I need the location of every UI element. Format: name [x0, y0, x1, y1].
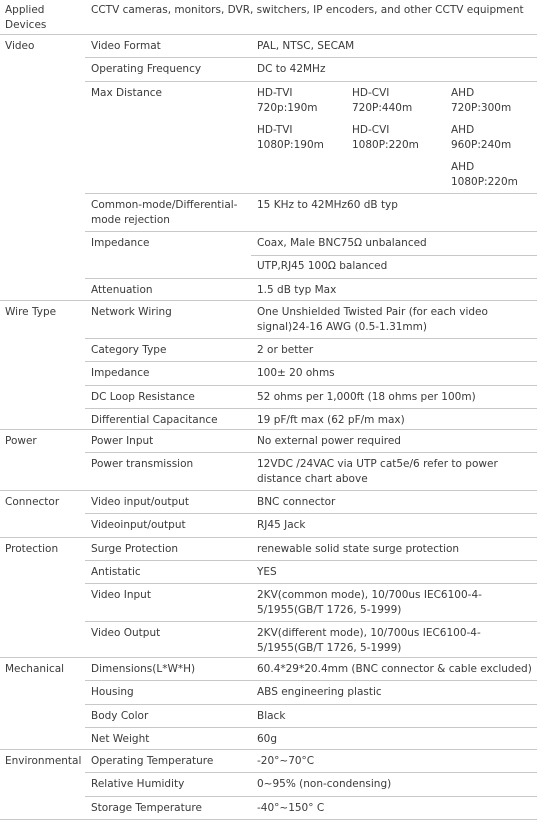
cell-label: Category Type [91, 344, 167, 356]
cell-value: 15 KHz to 42MHz60 dB typ [257, 199, 398, 211]
row-dc-loop-resistance [85, 386, 537, 409]
cell-value: ABS engineering plastic [257, 686, 382, 698]
cell-value: renewable solid state surge protection [257, 543, 460, 555]
row-videoinput [85, 514, 537, 537]
row-body-color [85, 705, 537, 728]
cell-label: Video Input [91, 589, 151, 601]
section-label: Wire Type [5, 306, 57, 318]
distance-entry: AHD 960P:240m [451, 124, 512, 151]
cell-label: Relative Humidity [91, 778, 185, 790]
cell-value: 60g [257, 733, 278, 745]
section-protection [0, 538, 537, 658]
cell-value: 19 pF/ft max (62 pF/m max) [257, 414, 405, 426]
cell-value: CCTV cameras, monitors, DVR, switchers, IP encoders, and other CCTV equipment [91, 4, 524, 16]
row-operating-frequency [85, 58, 537, 82]
distance-entry: HD-CVI 1080P:220m [352, 124, 419, 151]
cell-label: Video input/output [91, 496, 189, 508]
section-label: Power [5, 435, 37, 447]
cell-label: Net Weight [91, 733, 150, 745]
section-label: Mechanical [5, 663, 65, 675]
cell-label: Surge Protection [91, 543, 179, 555]
row-video-impedance [85, 232, 537, 279]
section-mechanical [0, 658, 537, 750]
section-label: Protection [5, 543, 59, 555]
row-video-format [85, 35, 537, 58]
distance-entry: HD-TVI 720p:190m [257, 87, 318, 114]
cell-value: Black [257, 710, 286, 722]
row-video-output [85, 622, 537, 659]
row-storage-temperature [85, 797, 537, 819]
cell-label: Max Distance [91, 87, 162, 99]
cell-label: Videoinput/output [91, 519, 186, 531]
distance-entry: HD-TVI 1080P:190m [257, 124, 324, 151]
cell-value: 2 or better [257, 344, 314, 356]
cell-value: No external power required [257, 435, 401, 447]
cell-label: Attenuation [91, 284, 153, 296]
section-wire-type [0, 301, 537, 430]
cell-value: 100± 20 ohms [257, 367, 335, 379]
section-environmental [0, 750, 537, 820]
cell-label: Operating Frequency [91, 63, 202, 75]
row-attenuation [85, 279, 537, 302]
cell-label: Network Wiring [91, 306, 172, 318]
row-surge-protection [85, 538, 537, 561]
row-power-input [85, 430, 537, 453]
cell-label: Impedance [91, 367, 150, 379]
row-antistatic [85, 561, 537, 584]
section-connector [0, 491, 537, 538]
row-wire-impedance [85, 362, 537, 386]
cell-label: Operating Temperature [91, 755, 214, 767]
cell-label: Antistatic [91, 566, 141, 578]
row-relative-humidity [85, 773, 537, 797]
cell-value: 0~95% (non-condensing) [257, 778, 392, 790]
section-label: Environmental [5, 755, 82, 767]
row-network-wiring [85, 301, 537, 339]
section-label: Connector [5, 496, 60, 508]
distance-entry: AHD 1080P:220m [451, 161, 518, 188]
section-video [0, 35, 537, 301]
row-operating-temperature [85, 750, 537, 773]
distance-entry: HD-CVI 720P:440m [352, 87, 413, 114]
row-video-input [85, 584, 537, 622]
cell-label: Differential Capacitance [91, 414, 218, 426]
cell-value: 2KV(different mode), 10/700us IEC6100-4-5/1955(GB/T 1726, 5-1999) [257, 627, 481, 654]
cell-value: UTP,RJ45 100Ω balanced [257, 260, 388, 272]
row-video-io [85, 491, 537, 514]
cell-label: Power Input [91, 435, 154, 447]
cell-value: DC to 42MHz [257, 63, 326, 75]
cell-value: -20°~70°C [257, 755, 315, 767]
cell-value: YES [257, 566, 277, 578]
cell-label: Housing [91, 686, 134, 698]
cell-label: DC Loop Resistance [91, 391, 195, 403]
cell-value: RJ45 Jack [257, 519, 306, 531]
row-applied-devices [0, 0, 537, 35]
cell-value: Coax, Male BNC75Ω unbalanced [257, 237, 427, 249]
cell-label: Video Format [91, 40, 161, 52]
row-max-distance [85, 82, 537, 194]
row-power-transmission [85, 453, 537, 490]
cell-label: Common-mode/Differential-mode rejection [91, 199, 238, 226]
cell-value: 12VDC /24VAC via UTP cat5e/6 refer to power distance chart above [257, 458, 498, 485]
row-dimensions [85, 658, 537, 681]
cell-value: 60.4*29*20.4mm (BNC connector & cable excluded) [257, 663, 532, 675]
row-category-type [85, 339, 537, 362]
cell-label: Body Color [91, 710, 149, 722]
cell-label: Impedance [91, 237, 150, 249]
distance-entry: AHD 720P:300m [451, 87, 512, 114]
row-net-weight [85, 728, 537, 750]
section-label: Video [5, 40, 35, 52]
cell-value: 1.5 dB typ Max [257, 284, 337, 296]
section-label: Applied Devices [5, 4, 47, 31]
cell-label: Video Output [91, 627, 161, 639]
cell-value: BNC connector [257, 496, 336, 508]
cell-value: 2KV(common mode), 10/700us IEC6100-4-5/1955(GB/T 1726, 5-1999) [257, 589, 482, 616]
cell-label: Power transmission [91, 458, 194, 470]
cell-label: Dimensions(L*W*H) [91, 663, 196, 675]
row-rejection [85, 194, 537, 232]
cell-value: -40°~150° C [257, 802, 325, 814]
cell-value: 52 ohms per 1,000ft (18 ohms per 100m) [257, 391, 476, 403]
section-power [0, 430, 537, 491]
row-differential-capacitance [85, 409, 537, 431]
row-housing [85, 681, 537, 705]
cell-value: One Unshielded Twisted Pair (for each video signal)24-16 AWG (0.5-1.31mm) [257, 306, 488, 333]
divider [251, 255, 537, 256]
cell-value: PAL, NTSC, SECAM [257, 40, 355, 52]
cell-label: Storage Temperature [91, 802, 202, 814]
